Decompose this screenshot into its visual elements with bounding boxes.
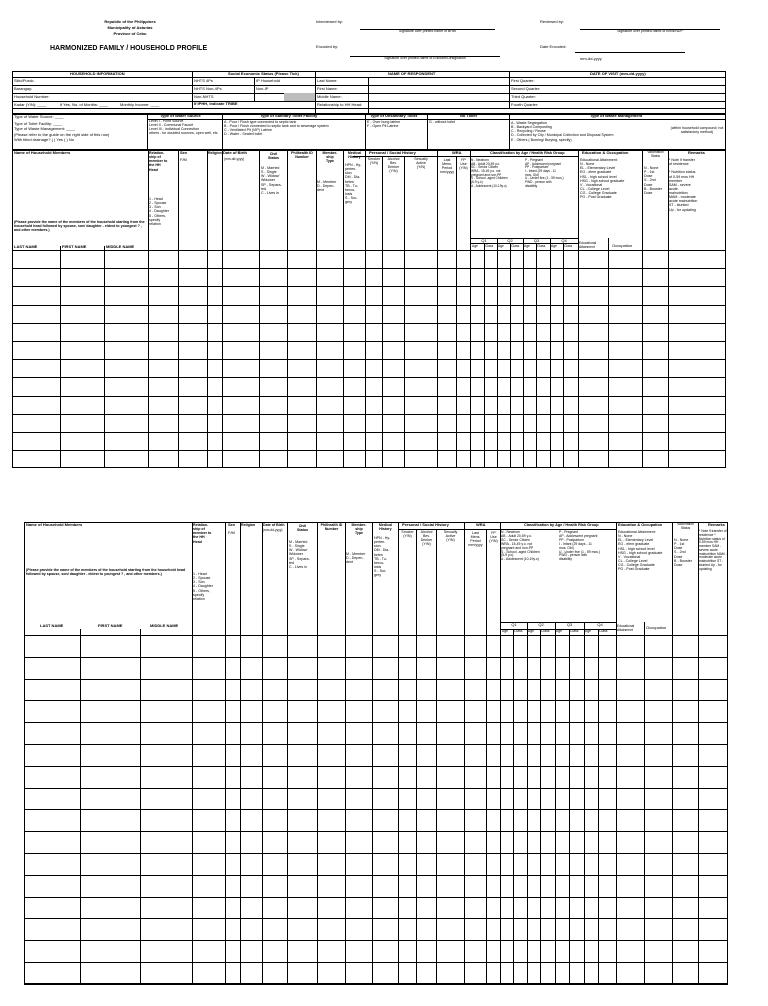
- nhts-non-4ps-option[interactable]: NHTS Non-4Ps: [194, 86, 222, 91]
- p2-classification-header: Classification by Age / Health Risk Group: [524, 523, 599, 527]
- months-field[interactable]: If Yes, No. of Months: ____: [60, 102, 109, 107]
- p2-education-header: Education & Occupation: [618, 523, 663, 527]
- sexually-active-header: Sexually Active (Y/N): [414, 157, 428, 170]
- unsanitary-codes: E - Over hung latrine F - Open Pit Latrine: [367, 120, 401, 129]
- sex-header: Sex: [180, 150, 188, 155]
- p2-dob-format: (mm-dd-yyyy): [263, 528, 283, 532]
- p2-civil-status-header: Civil Status: [297, 524, 308, 533]
- p2-civil-status-codes: M - Married S - Single W - Widow/ Widower SP - Separa- ted C - Lives in: [289, 540, 310, 569]
- table-row[interactable]: [24, 700, 728, 701]
- wra-header: WRA: [452, 150, 462, 155]
- guide-note: (Please refer to the guide on the right side of this row): [14, 132, 110, 137]
- p2-sex-header: Sex: [228, 522, 236, 527]
- personal-history-header: Personal / Social History: [369, 150, 416, 155]
- last-name-header: LAST NAME: [14, 244, 38, 249]
- p2-medical-header: Medical History: [378, 523, 393, 532]
- p2-religion-header: Religion: [241, 523, 256, 527]
- membership-codes: M - Member D - Depen- dent: [317, 180, 337, 193]
- table-row[interactable]: [24, 722, 728, 723]
- sitio-label[interactable]: Sitio/Purok:: [14, 78, 35, 83]
- lmp-header: Last Mens. Period mm/yyyy: [439, 158, 455, 175]
- drainage-field[interactable]: With blind drainage? ( ) Yes ( ) No: [14, 137, 75, 142]
- p2-q4-class: Class: [599, 629, 608, 633]
- membership-header: Member- ship Type: [322, 151, 338, 164]
- sig-encoder-caption: Signature over printed name of Encoder/Designation: [384, 56, 466, 60]
- interviewed-by-label: Interviewed by:: [316, 19, 343, 24]
- visit-q2-field[interactable]: Second Quarter:: [511, 86, 541, 91]
- p2-vaccination-header: Vaccination Status: [677, 522, 694, 530]
- table-row[interactable]: [24, 788, 728, 789]
- hh-number-label[interactable]: Household Number:: [14, 94, 50, 99]
- civil-status-codes: M - Married S - Single W - Widow/ Widower SP - Separa- ted C - Lives in: [261, 166, 282, 195]
- p2-members-instruction: (Please provide the name of the members of the household starting from the household head followed by spouse, son/ daughter - eldest to youngest ? , and other members.): [26, 568, 186, 577]
- ip-household-option[interactable]: IP Household: [256, 78, 280, 83]
- remarks-notes: * Note if transfer of residence * Nutrition status of 0-59 mos HH member SAM - severe acute malnutrition MAM - moderate acute malnutrition ST - stunted Up - for updating: [669, 158, 698, 212]
- p2-classification-codes-left: N - Newborn AB - Adult 20-59 y.o. SC - Senior Citizen WRA - 15-49 y.o. not pregnant and non-PP S - School -aged Children (5-9 y.o) A - Adolescent (10-19y.o): [501, 530, 540, 562]
- q3-age: Age: [524, 244, 530, 248]
- p2-q3-header: Q3: [566, 622, 573, 627]
- members-instruction: (Please provide the name of the members of the household starting from the household head followed by spouse, son/ daughter - eldest to youngest ? , and other members.): [14, 220, 145, 233]
- encoded-by-label: Encoded by:: [316, 44, 339, 49]
- table-row[interactable]: [12, 396, 726, 397]
- philhealth-header: Philhealth ID Number: [291, 151, 313, 160]
- waste-title: Type of Waste Management: [590, 113, 643, 118]
- remarks-header: Remarks: [688, 150, 705, 155]
- water-source-field[interactable]: Type of Water Source: ____: [14, 114, 64, 119]
- p2-membership-header: Member- ship Type: [351, 523, 367, 536]
- form-title: HARMONIZED FAMILY / HOUSEHOLD PROFILE: [50, 45, 208, 52]
- kadar-field[interactable]: Kadar (Y/N): ____: [14, 102, 47, 107]
- toilet-facility-field[interactable]: Type of Toilet Facility: ____: [14, 121, 63, 126]
- table-row[interactable]: [12, 305, 726, 306]
- p2-lmp-header: Last Mens. Period mm/yyyy: [468, 531, 483, 548]
- p2-relationship-header: Relation- ship of member to the HH Head: [193, 523, 212, 544]
- p2-dob-header: Date of Birth: [263, 523, 285, 527]
- table-row[interactable]: [24, 962, 728, 963]
- p2-education-codes: Educational Attainment: N - None EL - Elementary Level EG - elem graduate HSL - high school level HSG - high school graduate V - Vocational CL - College Level CG - College Graduate PG - Post Graduate: [618, 530, 663, 572]
- education-codes: Educational Attainment: N - None EL - Elementary Level EG - elem graduate HSL - high school level HSG - high school graduate V - Vocational CL - College Level CG - College Graduate PG - Post Graduate: [580, 158, 625, 200]
- q1-class: Class: [485, 244, 494, 248]
- civil-status-header: Civil Status: [268, 152, 279, 161]
- p2-remarks-notes: * Note if transfer of residence * Nutrition status of 0-59 mos HH member SAM - severe acute malnutrition MAM - moderate acute malnutrition ST - stunted Up - for updating: [699, 529, 727, 571]
- date-format-text: mm-dd-yyyy: [580, 56, 602, 61]
- table-row[interactable]: [24, 744, 728, 745]
- respondent-last-name[interactable]: Last Name:: [317, 78, 338, 83]
- classification-codes-right: P - Pregnant AP - Adolescent pregnant PP - Postpartum I - Infant (29 days - 11 mos. Old) U - Under five (1 - 59 mos.) PWD - person with disability: [525, 158, 564, 188]
- middle-name-header: MIDDLE NAME: [106, 244, 135, 249]
- p2-membership-codes: M - Member D - Depen- dent: [346, 552, 366, 565]
- q2-age: Age: [498, 244, 504, 248]
- respondent-middle-name[interactable]: Middle Name:: [317, 94, 342, 99]
- vaccination-codes: N - None P - 1st Dose S - 2nd Dose B - Booster Dose: [644, 166, 662, 195]
- p2-q3-class: Class: [570, 629, 579, 633]
- p2-q1-age: Age: [502, 629, 509, 633]
- barangay-label[interactable]: Barangay:: [14, 86, 33, 91]
- table-row[interactable]: [24, 679, 728, 680]
- members-name-header: Name of Household Members: [14, 150, 71, 155]
- sig-midwife-caption: Signature over printed name of BHW/NDP: [617, 29, 683, 33]
- respondent-relationship[interactable]: Relationship to HH Head:: [317, 102, 363, 107]
- no-toilet-title: No Toilet: [460, 113, 477, 118]
- table-row[interactable]: [12, 341, 726, 342]
- p2-fp-header: FP Use (Y/N): [489, 531, 498, 544]
- table-row[interactable]: [12, 377, 726, 378]
- q4-age: Age: [551, 244, 557, 248]
- medical-codes: HPN - Hy- perten- sion DM - Dia- betes TB - Tu- bercu- losis S - Sur- gery: [345, 163, 362, 205]
- table-row[interactable]: [24, 875, 728, 876]
- unsanitary-title: Type of Unsanitary Toilet: [370, 113, 418, 118]
- table-row[interactable]: [12, 268, 726, 269]
- respondent-first-name[interactable]: First Name:: [317, 86, 338, 91]
- p2-classification-codes-right: P - Pregnant AP - Adolescent pregnant PP - Postpartum I - Infant (29 days - 11 mos. Old) U - Under five (1 - 59 mos.) PWD - person with disability: [559, 530, 601, 562]
- sex-codes: F/M: [180, 157, 187, 162]
- medical-header: Medical History: [347, 151, 362, 160]
- visit-q1-field[interactable]: First Quarter:: [511, 78, 535, 83]
- p2-q1-class: Class: [514, 629, 523, 633]
- water-source-title: Type of Water Source: [160, 113, 201, 118]
- table-row[interactable]: [12, 286, 726, 287]
- p2-q1-header: Q1: [511, 622, 517, 627]
- dob-header: Date of Birth: [223, 150, 247, 155]
- table-row[interactable]: [24, 897, 728, 898]
- vaccination-header: Vaccination Status: [647, 150, 664, 158]
- visit-q3-field[interactable]: Third Quarter:: [511, 94, 536, 99]
- p2-sexually-active-header: Sexually Active (Y/N): [443, 530, 458, 543]
- p2-alcohol-header: Alcohol Bev. Drinker (Y/N): [420, 530, 433, 547]
- p2-relationship-codes: 1 - Head 2 - Spouse 3 - Son 4 - Daughter 5 - Others, specify relation: [193, 572, 213, 601]
- p2-q4-age: Age: [585, 629, 592, 633]
- table-row[interactable]: [12, 323, 726, 324]
- q4-header: Q4: [561, 238, 567, 243]
- q1-age: Age: [472, 244, 478, 248]
- p2-middle-name-header: MIDDLE NAME: [150, 623, 179, 628]
- p2-q3-age: Age: [556, 629, 563, 633]
- dob-format: (mm-dd-yyyy): [224, 157, 245, 161]
- p2-educational-attainment-header: Educational Attainment: [617, 624, 635, 632]
- p2-first-name-header: FIRST NAME: [98, 623, 123, 628]
- sig-bhw-caption: Signature over printed name of BHW: [398, 29, 457, 33]
- province-text: Province of Cebu: [113, 31, 147, 36]
- respondent-title: NAME OF RESPONDENT: [388, 71, 436, 76]
- p2-remarks-header: Remarks: [708, 522, 725, 527]
- p2-q4-header: Q4: [597, 622, 603, 627]
- table-row[interactable]: [24, 657, 728, 658]
- table-row[interactable]: [24, 940, 728, 941]
- non-nhts-option[interactable]: Non-NHTS: [194, 94, 214, 99]
- reviewed-by-label: Reviewed by:: [540, 19, 565, 24]
- q1-header: Q1: [481, 238, 487, 243]
- table-row[interactable]: [24, 853, 728, 854]
- first-name-header: FIRST NAME: [62, 244, 87, 249]
- table-row[interactable]: [12, 432, 726, 433]
- waste-management-field[interactable]: Type of Waste Management: ____: [14, 126, 75, 131]
- municipality-text: Municipality of Asturias: [107, 25, 153, 30]
- nhts-4ps-option[interactable]: NHTS 4Ps: [194, 78, 213, 83]
- table-row[interactable]: [24, 918, 728, 919]
- p2-q2-class: Class: [541, 629, 550, 633]
- q4-class: Class: [564, 244, 573, 248]
- educational-attainment-header: Educational Attainment: [579, 241, 597, 249]
- p2-wra-header: WRA: [476, 522, 486, 527]
- date-encoded-label: Date Encoded:: [540, 44, 567, 49]
- household-info-title: HOUSEHOLD INFORMATION: [70, 71, 125, 76]
- non-ip-option[interactable]: Non-IP: [256, 86, 269, 91]
- visit-q4-field[interactable]: Fourth Quarter:: [511, 102, 539, 107]
- table-row[interactable]: [12, 450, 726, 451]
- q2-class: Class: [511, 244, 520, 248]
- p2-vaccination-codes: N - None P - 1st Dose S - 2nd Dose B - Booster Dose: [674, 538, 692, 567]
- toilet-title: Type of Sanitary Toilet Facility: [260, 113, 318, 118]
- occupation-header: Occupation: [612, 243, 633, 248]
- income-field[interactable]: Monthly Income: ____: [120, 102, 160, 107]
- p2-q2-age: Age: [528, 629, 535, 633]
- members-table-page2: [24, 522, 728, 984]
- education-header: Education & Occupation: [582, 150, 629, 155]
- relationship-header: Relation- ship of member to the HH Head: [149, 151, 168, 172]
- p2-smoker-header: Smoker (Y/N): [401, 530, 414, 539]
- religion-header: Religion: [208, 151, 222, 155]
- date-encoded-line[interactable]: [575, 52, 685, 53]
- table-row[interactable]: [24, 984, 728, 985]
- smoker-header: Smoker (Y/N): [367, 157, 381, 166]
- classification-codes-left: N - Newborn AB - Adult 20-59 y.o. SC - Senior Citizen WRA - 15-49 y.o. not pregnant and non-PP S - School -aged Children (5-9 y.o) A - Adolescent (10-19y.o): [471, 158, 508, 188]
- p2-last-name-header: LAST NAME: [40, 623, 64, 628]
- visit-date-title: DATE OF VISIT (mm-dd-yyyy): [590, 71, 646, 76]
- toilet-codes: A - Pour / Flush type connected to septic tank B - Pour / Flush connected to septic tank and to sewerage system C - Ventilated Pit (VIP) Latrine D - Water - Sealed toilet: [224, 120, 329, 137]
- fp-header: FP Use (Y/N): [459, 158, 468, 171]
- relationship-codes: 1 - Head 2 - Spouse 3 - Son 4 - Daughter 5 - Others, specify relation: [149, 197, 169, 226]
- table-row[interactable]: [12, 359, 726, 360]
- waste-codes: A - Waste Segregation B - Backyard Composting C - Recycling / Reuse D - Collected by City / Municipal Collection and Disposal System E - Others ( Burning/ Burying, specify): [511, 121, 614, 142]
- p2-personal-history-header: Personal / Social History: [402, 522, 449, 527]
- p2-occupation-header: Occupation: [646, 625, 667, 630]
- waste-note: (within household compound; not satisfactory method): [670, 126, 724, 135]
- p2-members-name-header: Name of Household Members: [26, 522, 83, 527]
- tribe-label[interactable]: If IPHH, Indicate TRIBE: [194, 101, 238, 106]
- table-row[interactable]: [24, 809, 728, 810]
- p2-q2-header: Q2: [538, 622, 544, 627]
- p2-medical-codes: HPN - Hy- perten- sion DM - Dia- betes TB - Tu- bercu- losis S - Sur- gery: [374, 536, 391, 578]
- q2-header: Q2: [507, 238, 513, 243]
- p2-philhealth-header: Philhealth ID Number: [320, 523, 343, 532]
- ses-title: Social Economic Status (Please Tick): [228, 71, 299, 76]
- republic-text: Republic of the Philippines: [104, 19, 156, 24]
- alcohol-header: Alcohol Bev. Drinker (Y/N): [387, 157, 400, 174]
- table-row[interactable]: [24, 831, 728, 832]
- water-source-codes: Level I - Point Source Level II - Communal Faucet Level III - Individual Connection others - for doubtful sources, open well, etc: [149, 119, 218, 136]
- members-table-page1: [12, 150, 726, 468]
- table-row[interactable]: [12, 414, 726, 415]
- classification-header: Classification by Age / Health Risk Group: [490, 151, 565, 155]
- q3-header: Q3: [533, 238, 540, 243]
- table-row[interactable]: [24, 766, 728, 767]
- q3-class: Class: [537, 244, 546, 248]
- p2-sex-codes: F/M: [228, 530, 235, 535]
- no-toilet-codes: G - without toilet: [429, 120, 455, 124]
